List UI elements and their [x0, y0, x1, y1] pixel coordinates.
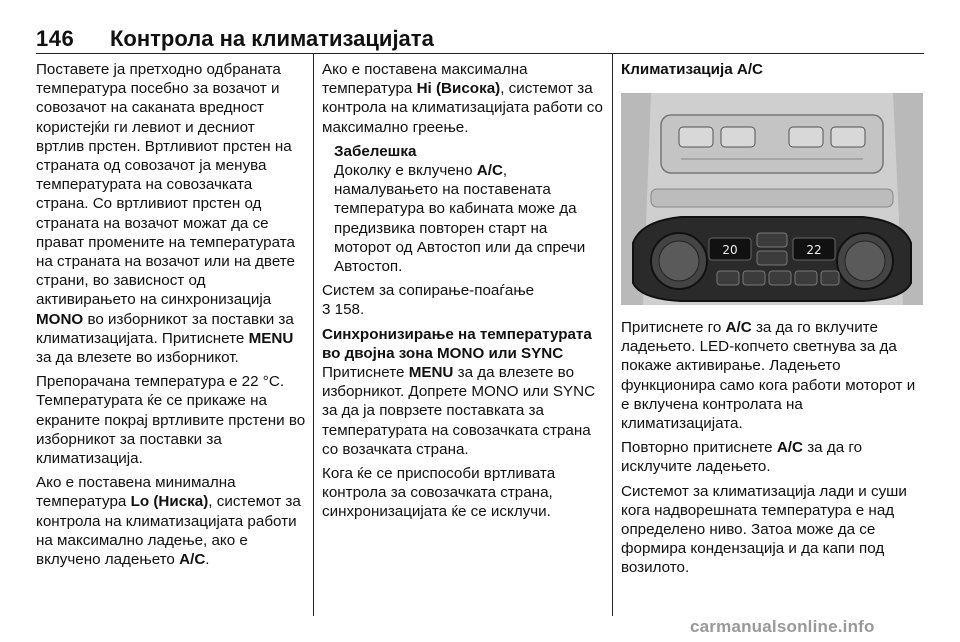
paragraph-condensation: Системот за климатизација лади и суши кога надворешната температура е над определено ниво. Затоа може да се формира кондензација и да капи под возилото. [621, 482, 907, 577]
paragraph-ac-off: Повторно притиснете A/C за да го исклучите ладењето. [621, 439, 863, 476]
climate-panel-image [621, 93, 923, 305]
ac-label-4: A/C [776, 439, 803, 457]
paragraph-recommended-temp: Препорачана температура е 22 °C. Температурата ќе се прикаже на екраните покрај вртливите прстени во изборникот за поставки за климатизација. [36, 373, 306, 468]
display-right-temp: 22 [806, 243, 822, 257]
page-header [36, 26, 924, 52]
menu-label-2: MENU [408, 364, 454, 382]
ac-heading: Климатизација A/C [621, 61, 764, 78]
subheading-sync: Синхронизирање на температурата во двојна зона MONO или SYNC [322, 325, 592, 362]
paragraph-temperature-preset: Поставете ја претходно одбраната температура посебно за возачот и совозачот на саканата вредност користејќи ги левиот и десниот вртлив прстен. Вртливиот прстен на страната од совозачот ја менува температурата на совозачката страна. Со вртливиот прстен од страната на возачот можат да се прават промените на температурата на страната на возачот или на двете страни, во зависност од активирањето на синхронизација MONO во изборникот за поставки за климатизацијата. Притиснете MENU за да влезете во изборникот. [36, 61, 295, 367]
note-title: Забелешка [334, 142, 417, 160]
page-reference[interactable]: 3 158. [322, 301, 365, 319]
page-title: Контрола на климатизацијата [110, 26, 434, 51]
hi-label: Hi (Висока) [416, 80, 501, 98]
climate-control-figure [621, 93, 923, 305]
display-left-temp: 20 [722, 243, 738, 257]
menu-label: MENU [248, 329, 294, 347]
column-1 [36, 60, 306, 574]
page-number: 146 [36, 26, 75, 51]
header-rule [36, 53, 924, 54]
ac-label: A/C [179, 551, 206, 569]
paragraph-sync: Притиснете MENU за да влезете во изборникот. Допрете MONO или SYNC за да ја поврзете поставката за температурата на совозачката страна со возачката страна. [322, 364, 596, 458]
paragraph-sync-off: Кога ќе се приспособи вртливата контрола за совозачката страна, синхронизацијата ќе се исклучи. [322, 465, 556, 521]
note-ac-label: A/C [476, 162, 503, 180]
column-3 [621, 60, 925, 84]
note-box [322, 142, 604, 276]
paragraph-stop-start: Систем за сопирање-поаѓање 3 158. [322, 282, 535, 319]
column-2 [322, 60, 604, 527]
note-text: Доколку е вклучено A/C, намалувањето на поставената температура во кабината може да предизвика повторен старт на моторот од Автостоп или да спречи Автостоп. [334, 162, 586, 276]
mono-label: MONO [36, 310, 84, 328]
column-divider-1 [313, 54, 314, 616]
lo-label: Lo (Ниска) [130, 493, 209, 511]
paragraph-ac-on: Притиснете го A/C за да го вклучите ладењето. LED-копчето светнува за да покаже активирање. Ладењето функционира само кога работи моторот и е вклучена контролата на климатизацијата. [621, 319, 916, 433]
column-3-text [621, 318, 925, 583]
column-divider-2 [612, 54, 613, 616]
ac-label-3: A/C [725, 319, 752, 336]
paragraph-min-temp: Ако е поставена минимална температура Lo (Ниска), системот за контрола на климатизацијата работи на максимално ладење, ако е вклучено ладењето A/C. [36, 474, 301, 569]
watermark: carmanualsonline.info [690, 617, 875, 636]
paragraph-max-temp: Ако е поставена максимална температура Hi (Висока), системот за контрола на климатизацијата работи со максимално греење. [322, 61, 604, 136]
